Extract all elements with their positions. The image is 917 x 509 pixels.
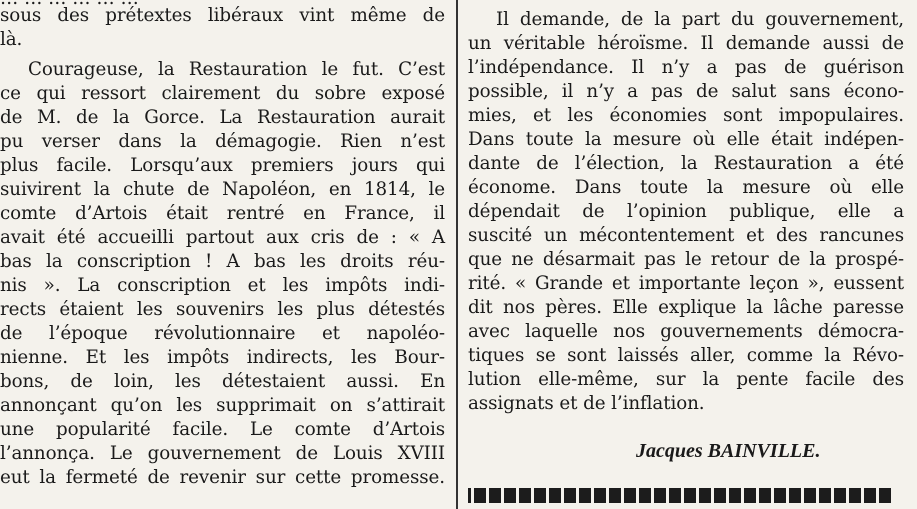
left-line-14: de l’époque révolutionnaire et napoléo-	[0, 323, 445, 344]
left-line-1: sous des prétextes libéraux vint même de	[0, 5, 445, 26]
decorative-rule	[468, 488, 904, 509]
right-line-16: lution elle-même, sur la pente facile des	[468, 369, 904, 390]
left-line-6: pu verser dans la démagogie. Rien n’est	[0, 131, 445, 152]
left-line-10: avait été accueilli partout aux cris de : « A	[0, 227, 445, 248]
right-line-6: Dans toute la mesure où elle était indépen-	[468, 129, 904, 150]
left-line-11: bas la conscription ! A bas les droits réu-	[0, 251, 445, 272]
right-line-8: économe. Dans toute la mesure où elle	[468, 177, 904, 198]
right-line-12: rité. « Grande et importante leçon », eussent	[468, 273, 904, 294]
left-line-12: nis ». La conscription et les impôts indi-	[0, 275, 445, 296]
rule-block	[774, 488, 786, 503]
left-line-5: de M. de la Gorce. La Restauration aurait	[0, 107, 445, 128]
rule-block	[669, 488, 681, 503]
rule-block	[849, 488, 861, 503]
left-line-7: plus facile. Lorsqu’aux premiers jours qui	[0, 155, 445, 176]
left-line-2: là.	[0, 29, 23, 50]
right-line-15: tiques se sont laissés aller, comme la Révo-	[468, 345, 904, 366]
rule-block	[519, 488, 531, 503]
rule-block	[789, 488, 801, 503]
right-line-13: dit nos pères. Elle explique la lâche paresse	[468, 297, 904, 318]
left-line-9: comte d’Artois était rentré en France, il	[0, 203, 445, 224]
author-signature: Jacques BAINVILLE.	[636, 440, 821, 462]
rule-block	[534, 488, 546, 503]
right-line-3: l’indépendance. Il n’y a pas de guérison	[468, 57, 904, 78]
right-line-10: suscité un mécontentement et des rancunes	[468, 225, 904, 246]
rule-block	[594, 488, 606, 503]
rule-block	[759, 488, 771, 503]
right-line-17: assignats et de l’inflation.	[468, 393, 705, 414]
rule-block	[729, 488, 741, 503]
rule-block	[639, 488, 651, 503]
rule-block	[654, 488, 666, 503]
right-line-5: mies, et les économies sont impopulaires.	[468, 105, 904, 126]
right-line-9: dépendait de l’opinion publique, elle a	[468, 201, 904, 222]
rule-block	[819, 488, 831, 503]
right-line-14: avec laquelle nos gouvernements démocra-	[468, 321, 904, 342]
left-line-15: nienne. Et les impôts indirects, les Bour-	[0, 347, 445, 368]
right-line-1: Il demande, de la part du gouvernement,	[496, 9, 904, 30]
right-line-7: dante de l’élection, la Restauration a été	[468, 153, 904, 174]
left-line-8: suivirent la chute de Napoléon, en 1814, le	[0, 179, 445, 200]
rule-block	[489, 488, 501, 503]
left-line-16: bons, de loin, les détestaient aussi. En	[0, 371, 445, 392]
rule-block	[624, 488, 636, 503]
left-line-19: l’annonça. Le gouvernement de Louis XVIII	[0, 443, 445, 464]
left-line-20: eut la fermeté de revenir sur cette promesse.	[0, 467, 445, 488]
column-divider	[456, 0, 458, 509]
rule-block	[699, 488, 711, 503]
right-line-2: un véritable héroïsme. Il demande aussi de	[468, 33, 904, 54]
left-line-13: rects étaient les souvenirs les plus détestés	[0, 299, 445, 320]
rule-block	[564, 488, 576, 503]
left-line-18: une popularité facile. Le comte d’Artois	[0, 419, 445, 440]
rule-block	[714, 488, 726, 503]
rule-block	[744, 488, 756, 503]
right-line-4: possible, il n’y a pas de salut sans écono-	[468, 81, 904, 102]
left-line-17: annonçant qu’on les supprimait on s’attirait	[0, 395, 445, 416]
rule-block	[864, 488, 876, 503]
rule-block	[504, 488, 516, 503]
right-line-11: que ne désarmait pas le retour de la prospé-	[468, 249, 904, 270]
rule-block	[834, 488, 846, 503]
rule-block	[579, 488, 591, 503]
rule-block	[684, 488, 696, 503]
rule-block	[549, 488, 561, 503]
rule-block	[474, 488, 486, 503]
rule-block	[804, 488, 816, 503]
rule-start-bar	[468, 488, 471, 503]
rule-block	[609, 488, 621, 503]
rule-block	[879, 488, 891, 503]
left-line-3: Courageuse, la Restauration le fut. C’est	[28, 59, 445, 80]
left-line-4: ce qui ressort clairement du sobre exposé	[0, 83, 445, 104]
